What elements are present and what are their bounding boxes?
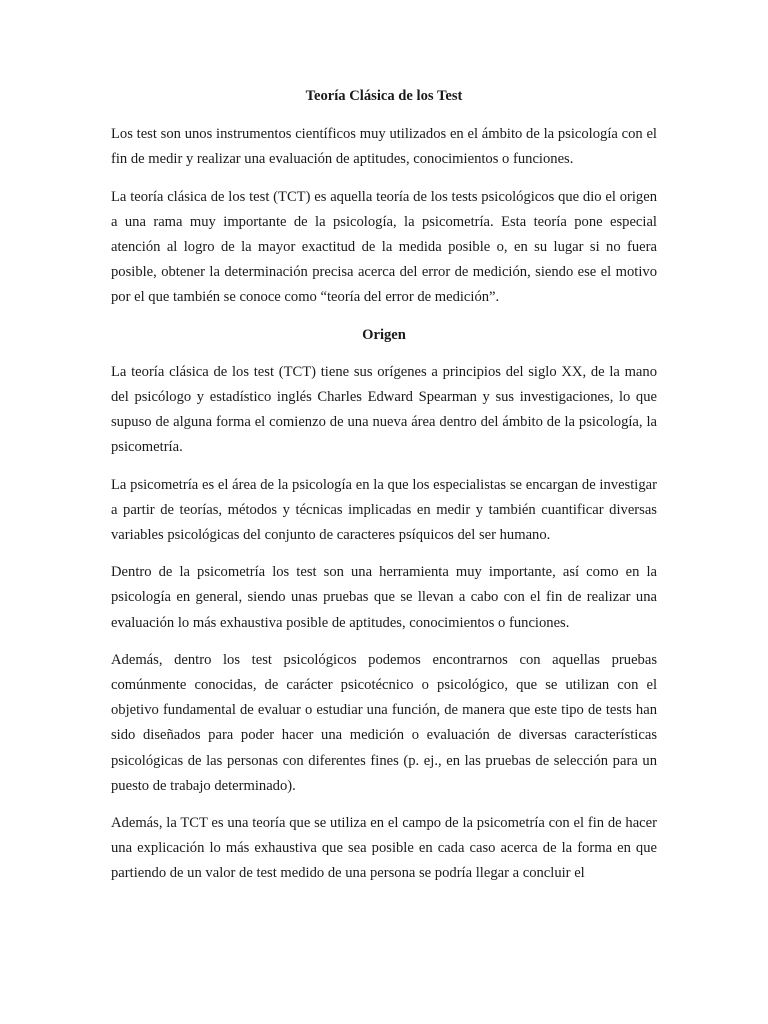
origen-paragraph-1: La teoría clásica de los test (TCT) tiene sus orígenes a principios del siglo XX, de la mano del psicólogo y estadístico inglés Charles Edward Spearman y sus investigaciones, lo que supuso de alguna forma el comienzo de una nueva área dentro del ámbito de la psicología, la psicometría. bbox=[111, 363, 657, 456]
origen-paragraph-2: La psicometría es el área de la psicología en la que los especialistas se encargan de investigar a partir de teorías, métodos y técnicas implicadas en medir y también cuantificar diversas variables psicológicas del conjunto de caracteres psíquicos del ser humano. bbox=[111, 476, 657, 544]
section-heading-origen: Origen bbox=[362, 326, 406, 343]
origen-paragraph-5: Además, la TCT es una teoría que se utiliza en el campo de la psicometría con el fin de hacer una explicación lo más exhaustiva que sea posible en cada caso acerca de la forma en que partiendo de un valor de test medido de una persona se podría llegar a concluir el bbox=[111, 815, 657, 882]
document-body bbox=[111, 84, 657, 899]
document-title: Teoría Clásica de los Test bbox=[305, 88, 463, 104]
origen-paragraph-3: Dentro de la psicometría los test son una herramienta muy importante, así como en la psicología en general, siendo unas pruebas que se llevan a cabo con el fin de realizar una evaluación lo más exhaustiva posible de aptitudes, conocimientos o funciones. bbox=[111, 564, 657, 631]
intro-paragraph-2: La teoría clásica de los test (TCT) es aquella teoría de los tests psicológicos que dio el origen a una rama muy importante de la psicología, la psicometría. Esta teoría pone especial atención al logro de la mayor exactitud de la medida posible o, en su lugar si no fuera posible, obtener la determinación precisa acerca del error de medición, siendo ese el motivo por el que también se conoce como “teoría del error de medición”. bbox=[111, 188, 657, 306]
origen-paragraph-4: Además, dentro los test psicológicos podemos encontrarnos con aquellas pruebas comúnmente conocidas, de carácter psicotécnico o psicológico, que se utilizan con el objetivo fundamental de evaluar o estudiar una función, de manera que este tipo de tests han sido diseñados para poder hacer una medición o evaluación de diversas características psicológicas de las personas con diferentes fines (p. ej., en las pruebas de selección para un puesto de trabajo determinado). bbox=[111, 651, 657, 794]
intro-paragraph-1: Los test son unos instrumentos científicos muy utilizados en el ámbito de la psicología con el fin de medir y realizar una evaluación de aptitudes, conocimientos o funciones. bbox=[111, 126, 657, 168]
